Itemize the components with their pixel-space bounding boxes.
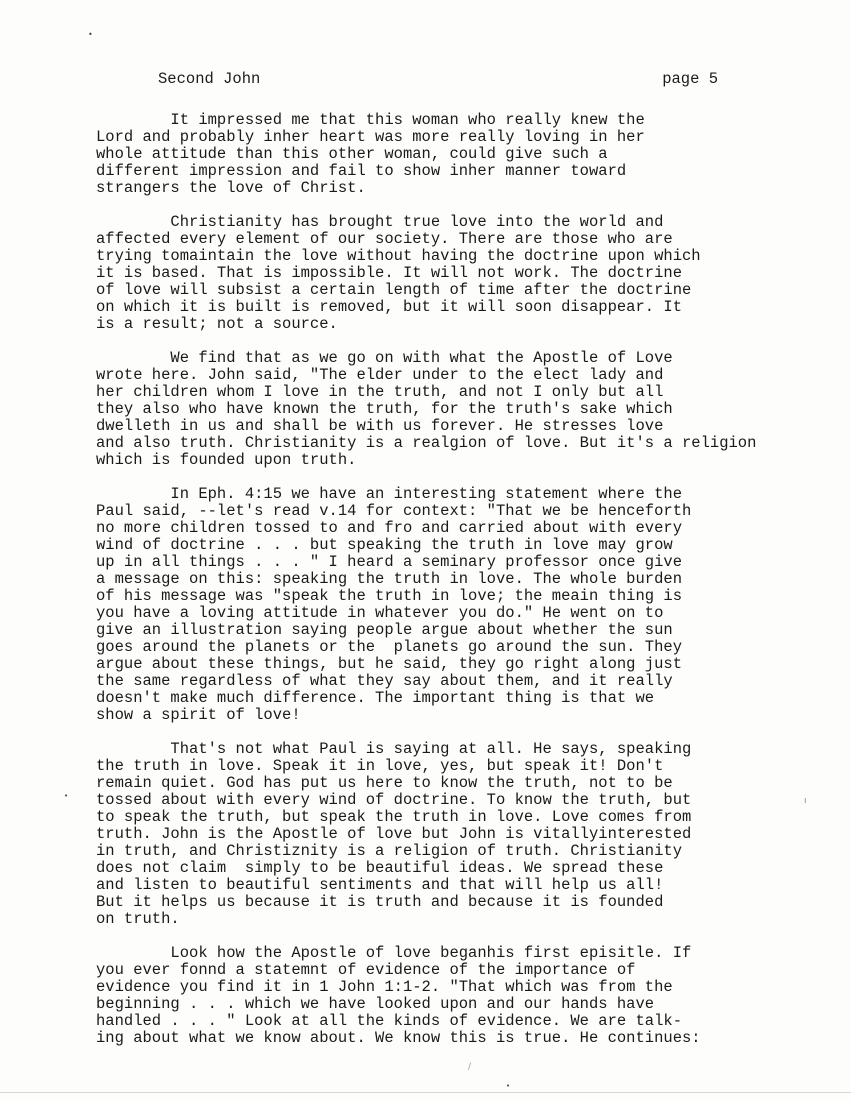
text-line: and listen to beautiful sentiments and that will help us all! — [96, 876, 664, 894]
text-line: different impression and fail to show inher manner toward — [96, 162, 627, 180]
paragraph — [96, 486, 836, 724]
scan-speck: / — [468, 1062, 472, 1072]
document-body — [96, 112, 836, 1064]
text-line: truth. John is the Apostle of love but John is vitallyinterested — [96, 825, 692, 843]
text-line: handled . . . " Look at all the kinds of evidence. We are talk- — [96, 1012, 682, 1030]
paragraph — [96, 350, 836, 469]
text-line: they also who have known the truth, for the truth's sake which — [96, 400, 673, 418]
text-line: beginning . . . which we have looked upon and our hands have — [96, 995, 655, 1013]
paragraph — [96, 945, 836, 1047]
text-line: affected every element of our society. There are those who are — [96, 230, 673, 248]
text-line: Lord and probably inher heart was more really loving in her — [96, 128, 645, 146]
scan-speck: ı — [804, 796, 807, 806]
paragraph — [96, 741, 836, 928]
text-line: in truth, and Christiznity is a religion of truth. Christianity — [96, 842, 682, 860]
text-line: on truth. — [96, 910, 180, 928]
text-line: wrote here. John said, "The elder under to the elect lady and — [96, 366, 664, 384]
text-line: up in all things . . . " I heard a seminary professor once give — [96, 553, 682, 571]
paragraph — [96, 214, 836, 333]
text-line: the same regardless of what they say about them, and it really — [96, 672, 673, 690]
text-line: her children whom I love in the truth, and not I only but all — [96, 383, 664, 401]
text-line: Christianity has brought true love into the world and — [96, 213, 664, 231]
text-line: That's not what Paul is saying at all. He says, speaking — [96, 740, 692, 758]
text-line: doesn't make much difference. The important thing is that we — [96, 689, 655, 707]
scan-speck: • — [88, 30, 93, 39]
page-number: page 5 — [662, 70, 718, 88]
text-line: no more children tossed to and fro and carried about with every — [96, 519, 682, 537]
text-line: Look how the Apostle of love beganhis first episitle. If — [96, 944, 692, 962]
text-line: of his message was "speak the truth in love; the meain thing is — [96, 587, 682, 605]
text-line: you have a loving attitude in whatever you do." He went on to — [96, 604, 664, 622]
text-line: wind of doctrine . . . but speaking the truth in love may grow — [96, 536, 673, 554]
text-line: We find that as we go on with what the Apostle of Love — [96, 349, 673, 367]
text-line: is a result; not a source. — [96, 315, 338, 333]
text-line: the truth in love. Speak it in love, yes, but speak it! Don't — [96, 757, 664, 775]
text-line: to speak the truth, but speak the truth in love. Love comes from — [96, 808, 692, 826]
text-line: argue about these things, but he said, they go right along just — [96, 655, 682, 673]
scan-speck: • — [506, 1082, 511, 1090]
paragraph — [96, 112, 836, 197]
text-line: tossed about with every wind of doctrine. To know the truth, but — [96, 791, 692, 809]
text-line: of love will subsist a certain length of time after the doctrine — [96, 281, 692, 299]
scan-speck: • — [64, 792, 69, 800]
text-line: show a spirit of love! — [96, 706, 301, 724]
text-line: It impressed me that this woman who really knew the — [96, 111, 645, 129]
text-line: Paul said, --let's read v.14 for context: "That we be henceforth — [96, 502, 692, 520]
text-line: on which it is built is removed, but it will soon disappear. It — [96, 298, 682, 316]
text-line: In Eph. 4:15 we have an interesting statement where the — [96, 485, 682, 503]
text-line: strangers the love of Christ. — [96, 179, 366, 197]
text-line: ing about what we know about. We know this is true. He continues: — [96, 1029, 701, 1047]
text-line: evidence you find it in 1 John 1:1-2. "That which was from the — [96, 978, 673, 996]
text-line: trying tomaintain the love without having the doctrine upon which — [96, 247, 701, 265]
text-line: a message on this: speaking the truth in love. The whole burden — [96, 570, 682, 588]
text-line: But it helps us because it is truth and because it is founded — [96, 893, 664, 911]
text-line: remain quiet. God has put us here to know the truth, not to be — [96, 774, 673, 792]
scan-edge-line — [0, 1092, 851, 1093]
text-line: does not claim simply to be beautiful ideas. We spread these — [96, 859, 664, 877]
text-line: dwelleth in us and shall be with us forever. He stresses love — [96, 417, 664, 435]
text-line: it is based. That is impossible. It will not work. The doctrine — [96, 264, 682, 282]
text-line: you ever fonnd a statemnt of evidence of the importance of — [96, 961, 636, 979]
text-line: which is founded upon truth. — [96, 451, 357, 469]
text-line: goes around the planets or the planets go around the sun. They — [96, 638, 682, 656]
text-line: give an illustration saying people argue about whether the sun — [96, 621, 673, 639]
text-line: and also truth. Christianity is a realgion of love. But it's a religion — [96, 434, 757, 452]
document-title: Second John — [158, 70, 261, 88]
text-line: whole attitude than this other woman, could give such a — [96, 145, 608, 163]
